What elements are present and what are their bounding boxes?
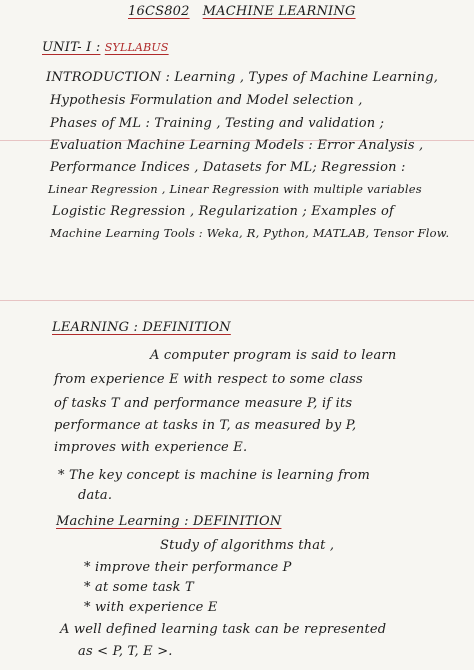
learning-definition-heading: LEARNING : DEFINITION bbox=[52, 320, 231, 335]
syllabus-line: Hypothesis Formulation and Model selection , bbox=[50, 93, 363, 108]
ml-bullet: * with experience E bbox=[84, 600, 218, 615]
ml-definition-intro: Study of algorithms that , bbox=[160, 538, 335, 553]
closing-line: as < P, T, E >. bbox=[78, 644, 173, 659]
definition-line: of tasks T and performance measure P, if its bbox=[54, 396, 353, 411]
key-concept-note: data. bbox=[78, 488, 113, 503]
definition-line: improves with experience E. bbox=[54, 440, 248, 455]
definition-line: from experience E with respect to some class bbox=[54, 372, 363, 387]
closing-line: A well defined learning task can be represented bbox=[60, 622, 387, 637]
syllabus-line: INTRODUCTION : Learning , Types of Machine Learning, bbox=[46, 70, 439, 85]
ml-bullet: * improve their performance P bbox=[84, 560, 292, 575]
syllabus-line: Linear Regression , Linear Regression with multiple variables bbox=[48, 182, 422, 196]
syllabus-label: SYLLABUS bbox=[104, 41, 169, 54]
ruled-line bbox=[0, 300, 474, 301]
unit-heading bbox=[42, 40, 169, 55]
course-title: MACHINE LEARNING bbox=[202, 4, 356, 19]
syllabus-line: Machine Learning Tools : Weka, R, Python, MATLAB, Tensor Flow. bbox=[50, 226, 450, 240]
key-concept-note: * The key concept is machine is learning from bbox=[58, 468, 371, 483]
unit-label: UNIT- I : bbox=[42, 40, 101, 55]
syllabus-line: Phases of ML : Training , Testing and validation ; bbox=[50, 116, 385, 131]
syllabus-line: Performance Indices , Datasets for ML; Regression : bbox=[50, 160, 406, 175]
ml-definition-heading: Machine Learning : DEFINITION bbox=[56, 514, 282, 529]
syllabus-line: Logistic Regression , Regularization ; Examples of bbox=[52, 204, 395, 219]
course-header bbox=[128, 4, 356, 19]
course-code: 16CS802 bbox=[128, 4, 190, 19]
ml-bullet: * at some task T bbox=[84, 580, 194, 595]
syllabus-line: Evaluation Machine Learning Models : Error Analysis , bbox=[50, 138, 424, 153]
definition-line: performance at tasks in T, as measured by P, bbox=[54, 418, 357, 433]
definition-line: A computer program is said to learn bbox=[150, 348, 397, 363]
